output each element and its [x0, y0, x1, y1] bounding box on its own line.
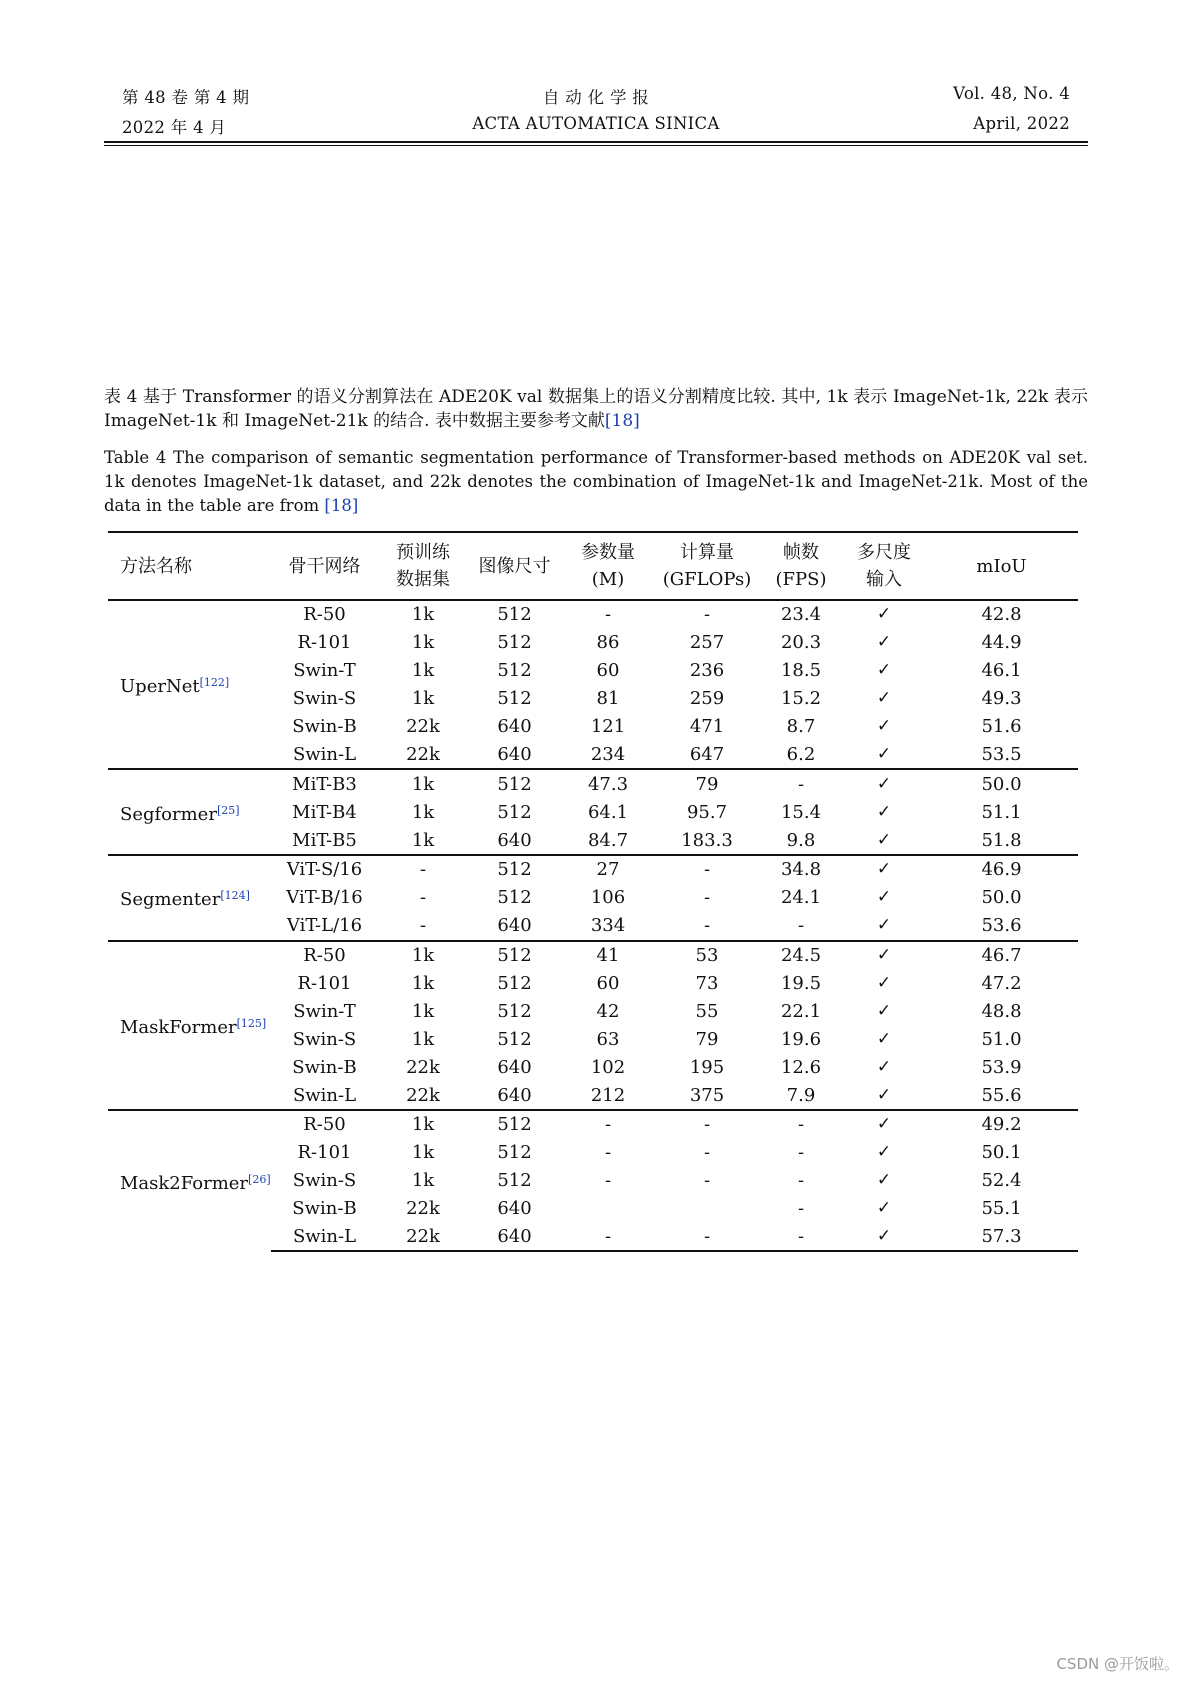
- method-name: UperNet: [120, 676, 200, 698]
- col-pretrain-l1: 预训练: [396, 542, 450, 563]
- cell-flops: 53: [655, 941, 759, 970]
- cell-flops: -: [655, 1110, 759, 1139]
- cell-miou: 55.1: [981, 1198, 1022, 1220]
- method-ref-link[interactable]: [25]: [216, 803, 240, 817]
- cell-backbone: R-101: [297, 1142, 352, 1164]
- cell-fps: 18.5: [780, 660, 822, 682]
- cell-pretrain: 22k: [378, 1223, 468, 1252]
- cell-size: 512: [468, 1110, 561, 1139]
- table-row: [108, 600, 1078, 629]
- cell-flops: 183.3: [681, 829, 733, 851]
- cell-params: 234: [590, 743, 626, 765]
- cell-backbone: Swin-B: [292, 1056, 357, 1078]
- cell-size: 512: [468, 769, 561, 798]
- cell-backbone: Swin-S: [292, 688, 357, 710]
- header-row: [108, 532, 1078, 600]
- cell-miou: 48.8: [981, 1000, 1022, 1022]
- cell-size: 640: [497, 1056, 532, 1078]
- cell-params: 334: [590, 915, 626, 937]
- method-name: MaskFormer: [120, 1016, 237, 1038]
- cell-fps: 24.5: [759, 941, 843, 970]
- cell-fps: 34.8: [759, 855, 843, 884]
- cell-params: -: [561, 1223, 655, 1252]
- cell-miou: 47.2: [981, 973, 1022, 995]
- cell-miou: 51.1: [981, 801, 1022, 823]
- cell-params: 63: [596, 1028, 620, 1050]
- cell-backbone: Swin-B: [292, 1198, 357, 1220]
- cell-params: 121: [590, 716, 626, 737]
- method-cell: [108, 1110, 271, 1251]
- method-cell: [108, 855, 271, 941]
- table-body: [108, 600, 1078, 1251]
- cell-fps: -: [759, 769, 843, 798]
- cell-miou: 51.0: [981, 1028, 1022, 1050]
- cell-miou: 42.8: [981, 604, 1022, 626]
- issue-cn: 第 48 卷 第 4 期: [122, 88, 250, 107]
- cell-flops: 195: [689, 1056, 725, 1078]
- cell-size: 512: [497, 660, 532, 682]
- cell-params: 212: [590, 1084, 626, 1106]
- method-name: Segformer: [120, 803, 217, 825]
- col-method: 方法名称: [108, 532, 271, 600]
- cell-size: 512: [497, 1028, 532, 1050]
- cell-pretrain: 1k: [411, 632, 435, 654]
- caption-en-ref-link[interactable]: [18]: [324, 496, 359, 515]
- col-fps: [759, 532, 843, 600]
- cell-ms: ✓: [876, 688, 892, 709]
- cell-flops: [655, 1195, 759, 1223]
- col-fps-l2: (FPS): [775, 569, 827, 590]
- cell-fps: -: [759, 1110, 843, 1139]
- cell-ms: ✓: [876, 743, 892, 764]
- cell-backbone: ViT-S/16: [271, 855, 378, 884]
- cell-backbone: Swin-S: [292, 1028, 357, 1050]
- cell-size: 512: [497, 973, 532, 995]
- cell-size: 640: [497, 1198, 532, 1220]
- cell-ms: ✓: [876, 1084, 892, 1105]
- cell-miou: 46.1: [981, 660, 1022, 682]
- cell-flops: 236: [689, 660, 725, 682]
- cell-ms: ✓: [843, 855, 925, 884]
- cell-ms: ✓: [876, 829, 892, 850]
- cell-ms: ✓: [876, 887, 892, 908]
- cell-miou: 44.9: [981, 632, 1022, 654]
- cell-flops: -: [655, 855, 759, 884]
- cell-pretrain: 1k: [378, 941, 468, 970]
- col-fps-l1: 帧数: [783, 542, 819, 563]
- table-header: [108, 532, 1078, 600]
- cell-pretrain: -: [378, 855, 468, 884]
- cell-pretrain: 1k: [411, 688, 435, 710]
- table-caption-cn: [104, 385, 1088, 433]
- cell-params: 64.1: [587, 801, 629, 823]
- cell-params: 41: [561, 941, 655, 970]
- cell-flops: 73: [695, 973, 719, 995]
- cell-miou: 49.3: [981, 688, 1022, 710]
- cell-flops: 79: [655, 769, 759, 798]
- cell-pretrain: 1k: [378, 1110, 468, 1139]
- method-name: Mask2Former: [120, 1172, 249, 1194]
- cell-ms: ✓: [876, 1000, 892, 1021]
- cell-pretrain: 1k: [411, 660, 435, 682]
- cell-backbone: Swin-S: [292, 1170, 357, 1192]
- table-row: [108, 769, 1078, 798]
- col-ms-l1: 多尺度: [857, 542, 911, 563]
- col-miou: mIoU: [925, 532, 1078, 600]
- cell-pretrain: 1k: [411, 801, 435, 823]
- cell-backbone: ViT-B/16: [286, 887, 363, 909]
- cell-params: 102: [590, 1056, 626, 1078]
- cell-size: 512: [497, 1142, 532, 1164]
- volume-en: Vol. 48, No. 4: [953, 84, 1070, 103]
- cell-fps: 20.3: [780, 632, 822, 654]
- cell-params: [561, 1195, 655, 1223]
- cell-size: 640: [497, 829, 532, 851]
- col-pretrain: [378, 532, 468, 600]
- cell-params: -: [561, 1110, 655, 1139]
- cell-fps: -: [797, 915, 805, 937]
- cell-params: 60: [596, 973, 620, 995]
- cell-size: 512: [468, 941, 561, 970]
- table-row: [108, 855, 1078, 884]
- cell-pretrain: 22k: [406, 1198, 440, 1220]
- cell-fps: 7.9: [786, 1084, 816, 1106]
- cell-flops: 55: [695, 1000, 719, 1022]
- cell-fps: 24.1: [780, 887, 822, 909]
- cell-flops: 647: [689, 743, 725, 765]
- cell-miou: 52.4: [981, 1170, 1022, 1192]
- method-cell: [108, 600, 271, 769]
- cell-flops: 259: [689, 688, 725, 710]
- table-caption-en: [104, 446, 1088, 518]
- cell-backbone: R-50: [271, 941, 378, 970]
- cell-size: 640: [497, 915, 532, 937]
- cell-fps: -: [797, 1170, 805, 1192]
- cell-ms: ✓: [876, 915, 892, 936]
- cell-flops: 471: [689, 716, 725, 737]
- col-image-size: 图像尺寸: [468, 532, 561, 600]
- cell-ms: ✓: [843, 769, 925, 798]
- cell-backbone: MiT-B3: [271, 769, 378, 798]
- cell-pretrain: 1k: [378, 769, 468, 798]
- cell-fps: 12.6: [780, 1056, 822, 1078]
- cell-backbone: MiT-B5: [292, 829, 357, 851]
- date-cn: 2022 年 4 月: [122, 118, 227, 137]
- cell-ms: ✓: [876, 1142, 892, 1163]
- cell-pretrain: 1k: [411, 1028, 435, 1050]
- cell-miou: 46.7: [925, 941, 1078, 970]
- cell-miou: 53.6: [981, 915, 1022, 937]
- cell-params: 106: [590, 887, 626, 909]
- cell-ms: ✓: [876, 716, 892, 736]
- cell-miou: 55.6: [981, 1084, 1022, 1106]
- cell-size: 640: [497, 1084, 532, 1106]
- cell-flops: 95.7: [686, 801, 728, 823]
- cell-flops: -: [703, 915, 711, 937]
- cell-miou: 50.0: [981, 887, 1022, 909]
- cell-pretrain: 1k: [411, 1142, 435, 1164]
- header-rule-thick: [104, 141, 1088, 143]
- cell-backbone: MiT-B4: [292, 801, 357, 823]
- col-params-l1: 参数量: [581, 542, 635, 563]
- cell-ms: ✓: [876, 1170, 892, 1191]
- cell-fps: 15.4: [780, 801, 822, 823]
- cell-fps: 23.4: [780, 604, 822, 626]
- cell-params: -: [604, 1170, 612, 1192]
- cell-fps: -: [797, 1142, 805, 1164]
- col-flops-l1: 计算量: [680, 542, 734, 563]
- cell-backbone: Swin-L: [292, 1084, 357, 1106]
- col-ms-l2: 输入: [866, 569, 902, 590]
- cell-backbone: ViT-L/16: [286, 915, 363, 937]
- cell-ms: ✓: [843, 1110, 925, 1139]
- journal-title-en: ACTA AUTOMATICA SINICA: [472, 114, 720, 133]
- cell-pretrain: 1k: [411, 604, 435, 626]
- results-table: [108, 531, 1078, 1252]
- method-cell: [108, 769, 271, 855]
- cell-pretrain: 1k: [411, 973, 435, 995]
- method-ref-link[interactable]: [26]: [248, 1172, 271, 1186]
- cell-pretrain: 1k: [411, 1170, 435, 1192]
- journal-header: [104, 80, 1088, 146]
- col-flops-l2: (GFLOPs): [662, 569, 752, 590]
- cell-params: -: [604, 604, 612, 626]
- caption-cn-ref-link[interactable]: [18]: [604, 411, 640, 431]
- cell-pretrain: 22k: [406, 1056, 440, 1078]
- cell-size: 640: [497, 743, 532, 765]
- cell-params: 60: [596, 660, 620, 682]
- cell-miou: 49.2: [925, 1110, 1078, 1139]
- cell-params: 84.7: [587, 829, 629, 851]
- cell-flops: -: [703, 887, 711, 909]
- cell-backbone: R-50: [271, 1110, 378, 1139]
- cell-miou: 57.3: [925, 1223, 1078, 1252]
- cell-miou: 50.0: [925, 769, 1078, 798]
- cell-ms: ✓: [843, 941, 925, 970]
- cell-fps: 19.5: [780, 973, 822, 995]
- cell-size: 512: [468, 855, 561, 884]
- cell-flops: -: [703, 604, 711, 626]
- cell-miou: 53.5: [981, 743, 1022, 765]
- cell-pretrain: -: [419, 915, 427, 937]
- cell-flops: 257: [689, 632, 725, 654]
- method-ref-link[interactable]: [122]: [199, 676, 230, 690]
- cell-params: 27: [561, 855, 655, 884]
- cell-ms: ✓: [876, 660, 892, 681]
- cell-params: 81: [596, 688, 620, 710]
- col-flops: [655, 532, 759, 600]
- cell-size: 640: [497, 716, 532, 737]
- cell-ms: ✓: [876, 604, 892, 625]
- cell-ms: ✓: [876, 1198, 892, 1219]
- cell-size: 512: [497, 632, 532, 654]
- cell-fps: 15.2: [780, 688, 822, 710]
- col-params-l2: (M): [591, 569, 625, 590]
- cell-size: 640: [468, 1223, 561, 1252]
- cell-pretrain: 1k: [411, 829, 435, 851]
- cell-backbone: Swin-T: [293, 660, 356, 682]
- cell-params: 42: [596, 1000, 620, 1022]
- watermark: CSDN @开饭啦。: [1056, 1655, 1179, 1673]
- cell-pretrain: 22k: [406, 716, 440, 737]
- journal-title-cn: 自 动 化 学 报: [542, 88, 650, 107]
- cell-miou: 53.9: [981, 1056, 1022, 1078]
- cell-flops: -: [655, 1223, 759, 1252]
- cell-pretrain: 1k: [411, 1000, 435, 1022]
- cell-ms: ✓: [843, 1223, 925, 1252]
- cell-fps: 22.1: [780, 1000, 822, 1022]
- table-row: [108, 941, 1078, 970]
- cell-size: 512: [497, 1170, 532, 1192]
- cell-backbone: Swin-L: [292, 743, 357, 765]
- cell-params: 47.3: [561, 769, 655, 798]
- method-name: Segmenter: [120, 889, 221, 911]
- cell-fps: 8.7: [786, 716, 816, 737]
- cell-backbone: R-50: [303, 604, 346, 626]
- col-multiscale: [843, 532, 925, 600]
- cell-fps: -: [797, 1198, 805, 1220]
- cell-fps: 19.6: [780, 1028, 822, 1050]
- method-cell: [108, 941, 271, 1110]
- col-params: [561, 532, 655, 600]
- cell-miou: 51.6: [981, 716, 1022, 737]
- cell-params: 86: [596, 632, 620, 654]
- cell-flops: 79: [695, 1028, 719, 1050]
- cell-pretrain: 22k: [406, 1084, 440, 1106]
- header-rule-thin: [104, 145, 1088, 146]
- cell-fps: 6.2: [786, 743, 816, 765]
- cell-ms: ✓: [876, 801, 892, 822]
- cell-miou: 50.1: [981, 1142, 1022, 1164]
- cell-fps: 9.8: [786, 829, 816, 851]
- cell-size: 512: [497, 801, 532, 823]
- cell-flops: -: [703, 1170, 711, 1192]
- cell-pretrain: 22k: [406, 743, 440, 765]
- method-ref-link[interactable]: [125]: [236, 1016, 267, 1030]
- cell-size: 512: [497, 604, 532, 626]
- cell-miou: 46.9: [925, 855, 1078, 884]
- cell-flops: 375: [689, 1084, 725, 1106]
- cell-backbone: R-101: [297, 973, 352, 995]
- cell-size: 512: [497, 1000, 532, 1022]
- cell-backbone: Swin-L: [271, 1223, 378, 1252]
- cell-backbone: R-101: [297, 632, 352, 654]
- date-en: April, 2022: [973, 114, 1070, 133]
- cell-size: 512: [497, 887, 532, 909]
- table-row: [108, 1110, 1078, 1139]
- cell-size: 512: [497, 688, 532, 710]
- results-table-wrapper: [108, 531, 1078, 1252]
- cell-miou: 51.8: [981, 829, 1022, 851]
- cell-ms: ✓: [876, 1028, 892, 1049]
- cell-backbone: Swin-B: [292, 716, 357, 737]
- method-ref-link[interactable]: [124]: [220, 889, 250, 903]
- cell-ms: ✓: [876, 973, 892, 994]
- cell-flops: -: [703, 1142, 711, 1164]
- cell-params: -: [604, 1142, 612, 1164]
- caption-cn-text: 表 4 基于 Transformer 的语义分割算法在 ADE20K val 数据集上的语义分割精度比较. 其中, 1k 表示 ImageNet-1k, 22k 表示 ImageNet-1k 和 ImageNet-21k 的结合. 表中数据主要参考文献: [104, 387, 1088, 431]
- cell-backbone: Swin-T: [293, 1000, 356, 1022]
- cell-ms: ✓: [876, 632, 892, 653]
- caption-en-text: Table 4 The comparison of semantic segmentation performance of Transformer-based methods on ADE20K val set. 1k denotes ImageNet-1k dataset, and 22k denotes the combination of ImageNet-1k and ImageNet-21k. Most of the data in the table are from: [104, 448, 1088, 515]
- cell-fps: -: [759, 1223, 843, 1252]
- col-pretrain-l2: 数据集: [396, 569, 450, 590]
- cell-pretrain: -: [419, 887, 427, 909]
- cell-ms: ✓: [876, 1056, 892, 1077]
- col-backbone: 骨干网络: [271, 532, 378, 600]
